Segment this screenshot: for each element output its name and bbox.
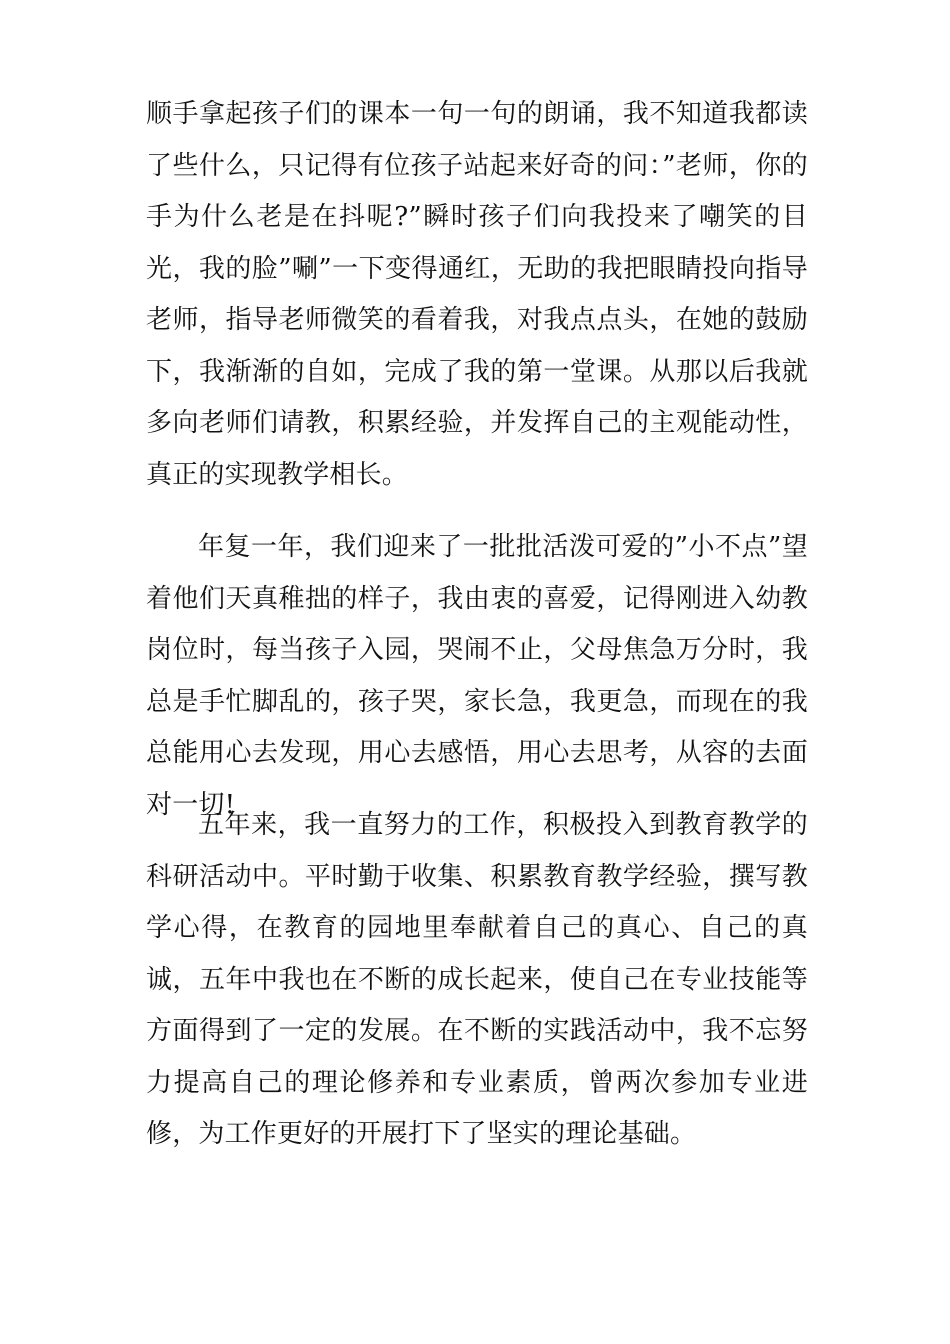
paragraph-1: 顺手拿起孩子们的课本一句一句的朗诵，我不知道我都读了些什么，只记得有位孩子站起来好奇的问：”老师，你的手为什么老是在抖呢?”瞬时孩子们向我投来了嘲笑的目光，我的脸”唰”一下变得通红，无助的我把眼睛投向指导老师，指导老师微笑的看着我，对我点点头，在她的鼓励下，我渐渐的自如，完成了我的第一堂课。从那以后我就多向老师们请教，积累经验，并发挥自己的主观能动性，真正的实现教学相长。 <box>146 99 808 490</box>
paragraph-3: 五年来，我一直努力的工作，积极投入到教育教学的科研活动中。平时勤于收集、积累教育教学经验，撰写教学心得，在教育的园地里奉献着自己的真心、自己的真诚，五年中我也在不断的成长起来，使自己在专业技能等方面得到了一定的发展。在不断的实践活动中，我不忘努力提高自己的理论修养和专业素质，曾两次参加专业进修，为工作更好的开展打下了坚实的理论基础。 <box>146 810 808 1149</box>
paragraph-2: 年复一年，我们迎来了一批批活泼可爱的”小不点”望着他们天真稚拙的样子，我由衷的喜爱，记得刚进入幼教岗位时，每当孩子入园，哭闹不止，父母焦急万分时，我总是手忙脚乱的，孩子哭，家长急，我更急，而现在的我总能用心去发现，用心去感悟，用心去思考，从容的去面对一切! <box>146 532 808 820</box>
